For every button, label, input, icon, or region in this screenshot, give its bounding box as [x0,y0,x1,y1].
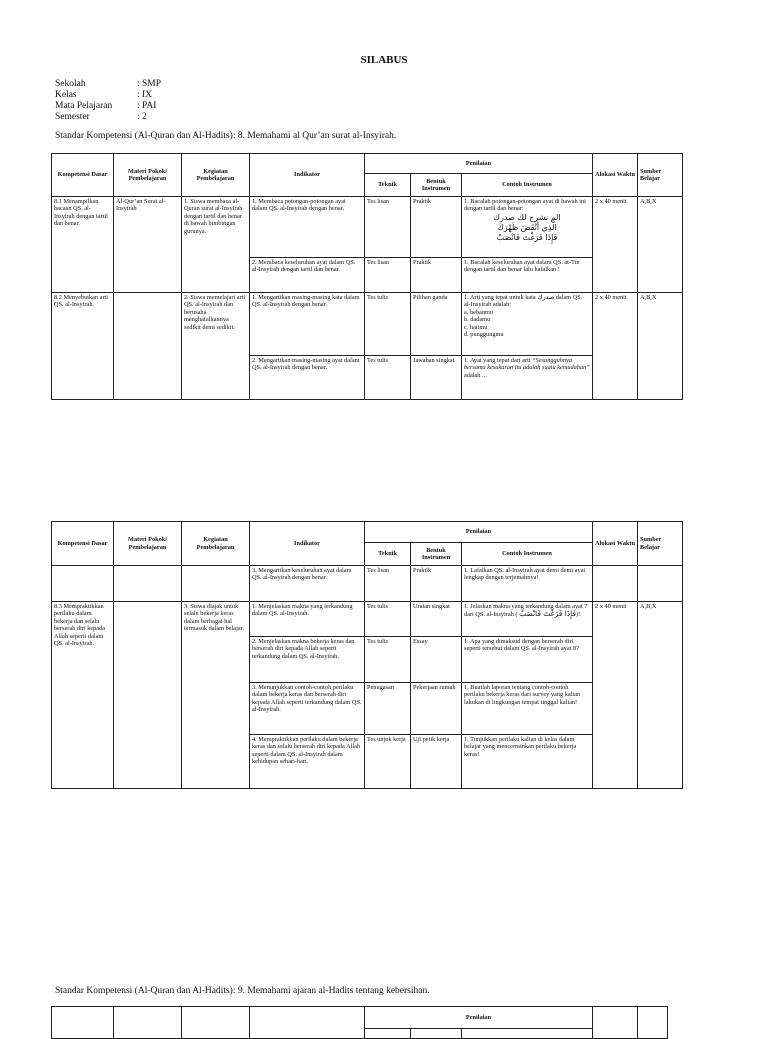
header-alokasi [593,1007,638,1039]
indikator-cell: 2. Mengartikan masing-masing ayat dalam QS. al-Insyirah dengan benar. [250,356,365,400]
indikator-cell: 1. Membaca potongan-potongan ayat dalam QS. al-Insyirah dengan benar. [250,197,365,258]
syllabus-table-1 [51,153,683,400]
info-value: : SMP [137,79,162,89]
contoh-text: 1. Arti yang tepat untuk kata صدرك dalam QS. al-Insyirah adalah: [464,294,583,309]
info-value: : IX [137,90,153,100]
indikator-cell: 3. Mengartikan keseluruhan ayat dalam QS. al-Insyirah dengan benar. [250,566,365,602]
sumber-cell [638,566,683,602]
syllabus-table-3 [51,1006,668,1039]
indikator-cell: 1. Mengartikan masing-masing kata dalam QS. al-Insyirah dengan benar. [250,293,365,356]
page-title: SILABUS [360,54,408,66]
bentuk-cell: Pilihan ganda [411,293,462,356]
header-materi [114,1007,182,1039]
header-contoh: Contoh Instrumen [462,174,593,197]
contoh-text: 1. Bacalah potongan-potongan ayat di bawah ini dengan tartil dan benar: [464,198,586,213]
info-row-mapel [55,101,161,112]
header-kegiatan [182,1007,250,1039]
header-kompetensi: Kompetensi Dasar [52,154,114,197]
header-sumber [638,154,683,197]
bentuk-cell: Jawaban singkat [411,356,462,400]
bentuk-cell: Uji petik kerja [411,735,462,789]
info-row-sekolah [55,79,161,90]
teknik-cell: Penugasan [365,683,411,735]
header-contoh: Contoh Instrumen [462,543,593,566]
indikator-cell: 2. Menjelaskan makna bekerja keras dan berserah diri kepada Allah seperti terkandung dalam QS. al-Insyirah. [250,637,365,683]
contoh-cell [462,293,593,356]
header-indikator [250,1007,365,1039]
bentuk-cell: Essay [411,637,462,683]
indikator-cell: 2. Membaca keseluruhan ayat dalam QS. al-Insyirah dengan tartil dan benar. [250,258,365,293]
header-penilaian: Penilaian [365,154,593,174]
header-kegiatan: Kegiatan Pembelajaran [182,154,250,197]
header-indikator: Indikator [250,522,365,566]
teknik-cell: Tes tulis [365,293,411,356]
header-kompetensi [52,1007,114,1039]
sumber-cell: A,B,X [638,602,683,789]
contoh-text: 1. Jelaskan makna yang terkandung dalam ayat 7 dari QS. al-Insyirah ( [464,603,588,619]
indikator-cell: 4. Mempraktikkan perilaku dalam bekerja keras dan selalu berserah diri kepada Allah seperti dalam QS. al-Insyirah dalam kehidupan sehari-hari. [250,735,365,789]
bentuk-cell: Uraian singkat [411,602,462,637]
header-bentuk: Bentuk Instrumen [411,543,462,566]
contoh-cell [462,197,593,258]
contoh-cell [462,602,593,637]
option-a: a. bebanmu [464,308,494,316]
kegiatan-cell: 1. Siswa membaca al-Quran surat al-Insyirah dengan tartil dan benar di bawah bimbingan gurunya. [182,197,250,293]
contoh-text-end: adalah ... [464,371,487,379]
standar-kompetensi-9: Standar Kompetensi (Al-Quran dan Al-Hadits): 9. Memahami ajaran al-Hadits tentang kebersihan. [55,986,430,996]
kegiatan-cell: 3. Siswa diajak untuk selalu bekerja keras dalam berbagai hal termasuk dalam belajar. [182,602,250,789]
identity-block [55,79,161,123]
standar-kompetensi-8: Standar Kompetensi (Al-Quran dan Al-Hadits): 8. Memahami al Qur’an surat al-Insyirah. [55,131,397,141]
header-teknik [365,1029,411,1039]
kd-cell: 8.2 Menyebutkan arti QS. al-Insyirah. [52,293,114,400]
info-row-kelas [55,90,161,101]
header-bentuk [411,1029,462,1039]
info-value: : 2 [137,112,147,122]
contoh-italic: “Sesungguhnya bersama kesukaran itu adalah suatu kemudahan” [464,357,590,372]
bentuk-cell: Praktik [411,566,462,602]
info-label: Sekolah [55,79,86,89]
info-value: : PAI [137,101,157,111]
contoh-cell: 1. Lafalkan QS. al-Insyirah ayat demi demi ayat lengkap dengan terjemahnya! [462,566,593,602]
contoh-text: 1. Ayat yang tepat dari arti [464,357,531,364]
kd-cell: 8.3 Mempraktikkan perilaku dalam bekerja dan selalu berserah diri kepada Allah seperti dalam QS. al-Insyirah. [52,602,114,789]
teknik-cell: Tes tulis [365,602,411,637]
teknik-cell: Tes unjuk kerja [365,735,411,789]
kegiatan-cell [182,566,250,602]
contoh-cell: 1. Apa yang dimaksud dengan berserah diri seperti tersebut dalam QS. al-Insyirah ayat 8? [462,637,593,683]
header-penilaian: Penilaian [365,1007,593,1029]
header-materi: Materi Pokok/ Pembelajaran [114,522,182,566]
alokasi-cell: 2 x 40 menit [593,293,638,400]
kd-cell: 8.1 Menampilkan bacaan QS. al-Insyirah dengan tartil dan benar. [52,197,114,293]
alokasi-cell [593,566,638,602]
materi-cell [114,566,182,602]
bentuk-cell: Praktik [411,258,462,293]
option-d: d. punggungmu [464,331,504,339]
contoh-cell [462,356,593,400]
info-row-semester [55,112,161,123]
alokasi-cell: 2 x 40 menit [593,197,638,293]
header-alokasi: Alokasi Waktu [593,154,638,197]
teknik-cell: Tes tulis [365,356,411,400]
header-contoh [462,1029,593,1039]
indikator-cell: 1. Menjelaskan makna yang terkandung dalam QS. al-Insyirah. [250,602,365,637]
arabic-verse: الَّذِي أَنْقَضَ ظَهْرَكَ [497,222,557,232]
teknik-cell: Tes lisan [365,258,411,293]
teknik-cell: Tes lisan [365,197,411,258]
header-teknik: Teknik [365,543,411,566]
contoh-cell: 1. Buatlah laporan tentang contoh-contoh perilaku bekerja keras dari survey yang kalian lakukan di lingkungan tempat tinggal kalian! [462,683,593,735]
sumber-cell: A,B,X [638,197,683,293]
bentuk-cell: Pekerjaan rumah [411,683,462,735]
arabic-verse: الم نشرح لك صدرك [493,212,561,222]
header-alokasi: Alokasi Waktu [593,522,638,566]
contoh-text-end: )! [576,611,581,619]
header-sumber [638,1007,668,1039]
info-label: Kelas [55,90,77,100]
syllabus-table-2 [51,521,683,789]
indikator-cell: 3. Menunjukkan contoh-contoh perilaku dalam bekerja keras dan berserah diri kepada Allah seperti terkandung dalam QS. al-Insyirah. [250,683,365,735]
header-teknik: Teknik [365,174,411,197]
header-indikator: Indikator [250,154,365,197]
sumber-cell: A,B,X [638,293,683,400]
header-sumber-text: Sumber Belajar [640,167,662,182]
arabic-verse: فَإِذَا فَرَغْتَ فَانْصَبْ [496,232,558,242]
option-b: b. dadamu [464,316,491,324]
contoh-cell: 1. Bacalah keseluruhan ayat dalam QS. at-Tin dengan tartil dan benar lalu hafalkan ! [462,258,593,293]
materi-cell: Al-Qur’an Surat al-Insyirah [114,197,182,293]
header-sumber [638,522,683,566]
header-sumber-text: Sumber Belajar [640,536,662,551]
contoh-cell: 1. Tunjukkan perilaku kalian di kelas dalam belajar yang mencerminkan perilaku bekerja keras! [462,735,593,789]
header-penilaian: Penilaian [365,522,593,543]
bentuk-cell: Praktik [411,197,462,258]
option-c: c. hatimu [464,323,488,331]
header-kegiatan: Kegiatan Pembelajaran [182,522,250,566]
teknik-cell: Tes tulis [365,637,411,683]
header-kompetensi: Kompetensi Dasar [52,522,114,566]
info-label: Semester [55,112,90,122]
kegiatan-cell: 2. Siswa memelajari arti QS. al-Insyirah dan berusaha menghafalkannya sedikit demi sedikit. [182,293,250,400]
arabic-verse: فَإِذَا فَرَغْتَ فَانْصَبْ [519,609,576,619]
header-bentuk: Bentuk Instrumen [411,174,462,197]
teknik-cell: Tes lisan [365,566,411,602]
header-materi: Materi Pokok/ Pembelajaran [114,154,182,197]
info-label: Mata Pelajaran [55,101,113,111]
materi-cell [114,602,182,789]
kd-cell [52,566,114,602]
alokasi-cell: 2 x 40 menit [593,602,638,789]
materi-cell [114,293,182,400]
